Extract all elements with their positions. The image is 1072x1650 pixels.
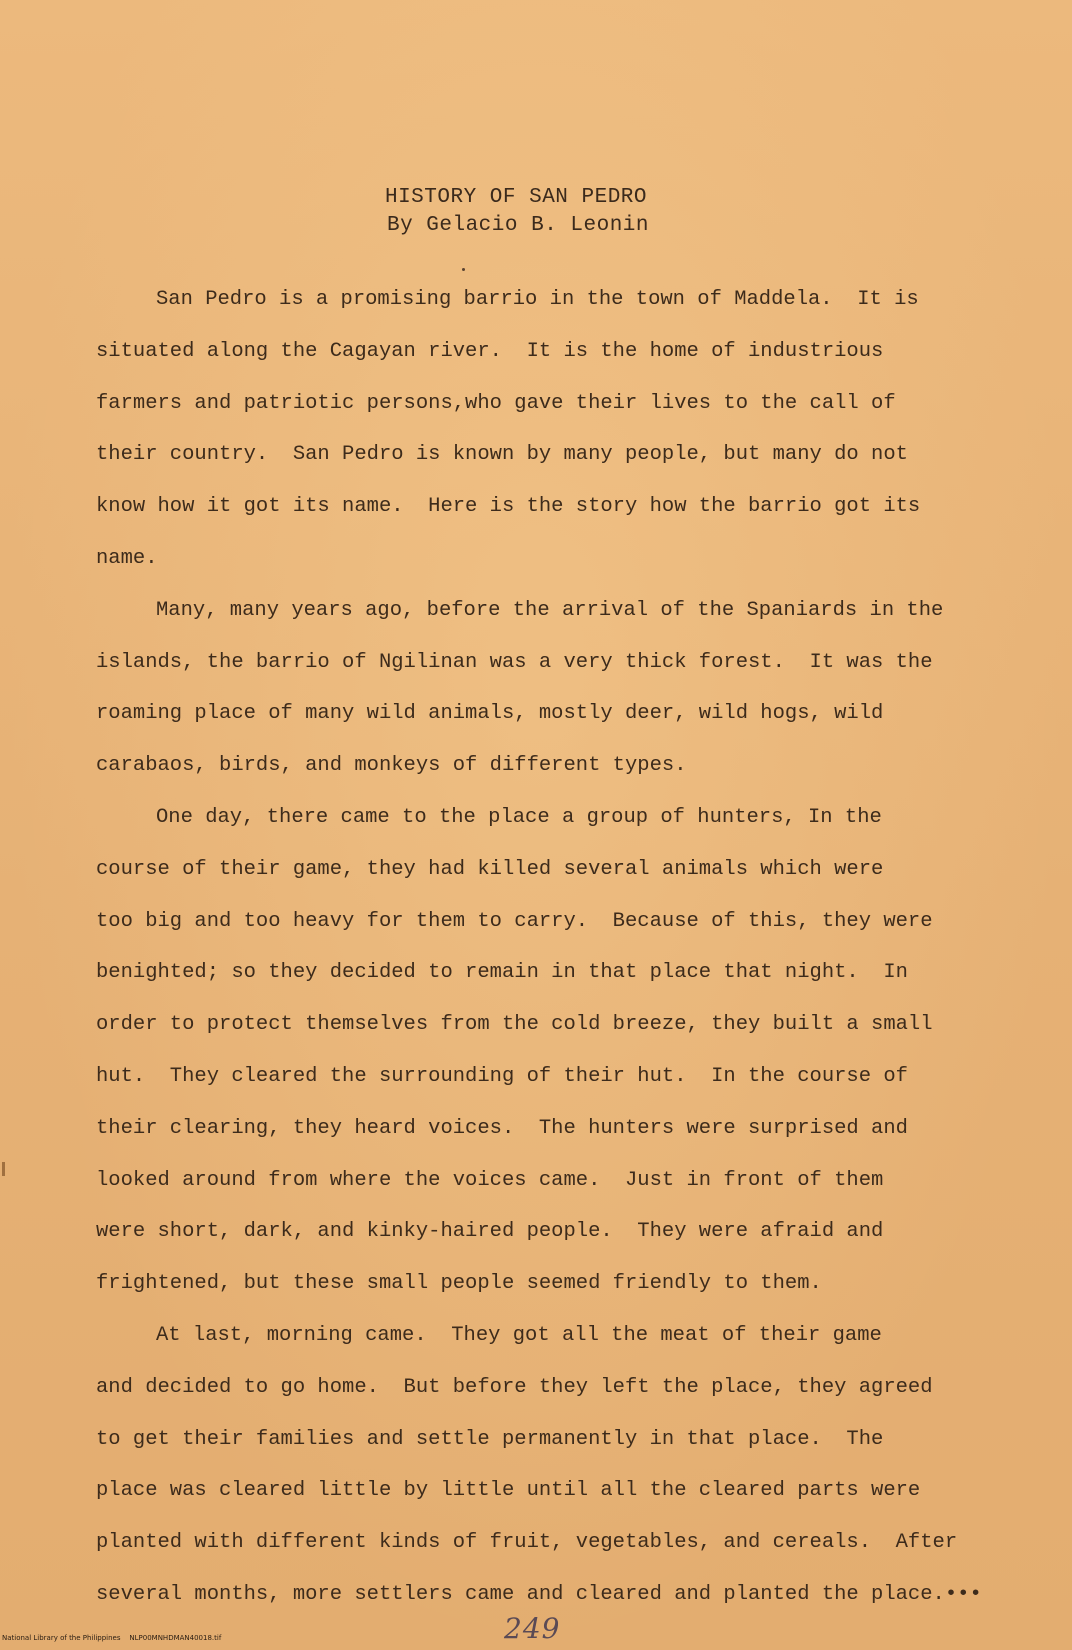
text-line: and decided to go home. But before they left the place, they agreed (96, 1375, 933, 1399)
text-line: several months, more settlers came and cleared and planted the place.••• (96, 1582, 982, 1606)
text-line: course of their game, they had killed several animals which were (96, 857, 884, 881)
text-line: farmers and patriotic persons,who gave their lives to the call of (96, 391, 896, 415)
document-title: HISTORY OF SAN PEDRO (384, 186, 648, 209)
scan-caption: National Library of the Philippines NLP00MNHDMAN40018.tif (2, 1634, 222, 1642)
text-line: carabaos, birds, and monkeys of different types. (96, 754, 687, 778)
text-line: planted with different kinds of fruit, vegetables, and cereals. After (96, 1531, 958, 1555)
ink-dot (462, 268, 465, 271)
text-line: frightened, but these small people seemed friendly to them. (96, 1272, 822, 1296)
text-line: islands, the barrio of Ngilinan was a very thick forest. It was the (96, 650, 933, 674)
text-line: roaming place of many wild animals, mostly deer, wild hogs, wild (96, 702, 884, 726)
text-line: order to protect themselves from the cold breeze, they built a small (96, 1013, 933, 1037)
text-line: too big and too heavy for them to carry. Because of this, they were (96, 909, 933, 933)
document-heading (0, 184, 1072, 240)
text-line: looked around from where the voices came. Just in front of them (96, 1168, 884, 1192)
text-line: At last, morning came. They got all the meat of their game (156, 1323, 882, 1347)
text-line: hut. They cleared the surrounding of their hut. In the course of (96, 1064, 908, 1088)
text-line: to get their families and settle permanently in that place. The (96, 1427, 884, 1451)
margin-mark (2, 1162, 5, 1176)
text-line: benighted; so they decided to remain in that place that night. In (96, 961, 908, 985)
document-author: By Gelacio B. Leonin (386, 214, 650, 237)
text-line: San Pedro is a promising barrio in the town of Maddela. It is (156, 288, 919, 311)
text-line: their country. San Pedro is known by many people, but many do not (96, 443, 908, 467)
text-line: know how it got its name. Here is the story how the barrio got its (96, 495, 921, 519)
text-line: were short, dark, and kinky-haired people. They were afraid and (96, 1220, 884, 1244)
document-body (96, 282, 996, 1629)
text-line: One day, there came to the place a group of hunters, In the (156, 805, 882, 829)
page-number: 249 (504, 1612, 561, 1645)
text-line: Many, many years ago, before the arrival of the Spaniards in the (156, 598, 944, 622)
text-line: place was cleared little by little until all the cleared parts were (96, 1479, 921, 1503)
text-line: situated along the Cagayan river. It is the home of industrious (96, 339, 884, 363)
text-line: their clearing, they heard voices. The hunters were surprised and (96, 1116, 908, 1140)
text-line: name. (96, 546, 158, 570)
